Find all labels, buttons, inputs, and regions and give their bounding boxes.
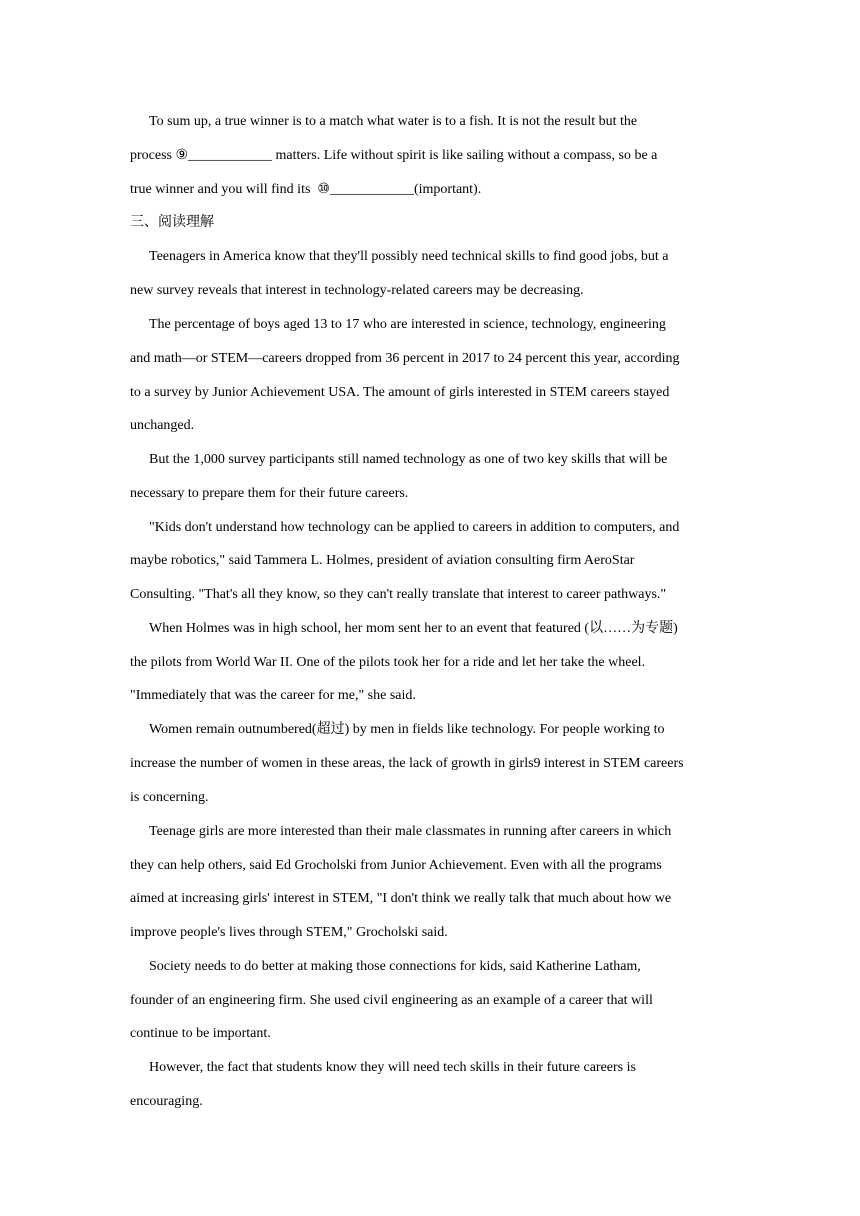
paragraph-line: founder of an engineering firm. She used civil engineering as an example of a career that will: [130, 993, 653, 1008]
paragraph-line: When Holmes was in high school, her mom sent her to an event that featured (以……为专题): [149, 621, 678, 636]
paragraph-line: necessary to prepare them for their future careers.: [130, 486, 409, 501]
paragraph-line: the pilots from World War II. One of the pilots took her for a ride and let her take the wheel.: [130, 655, 646, 670]
paragraph-line: to a survey by Junior Achievement USA. The amount of girls interested in STEM careers stayed: [130, 385, 670, 400]
paragraph-line: is concerning.: [130, 790, 209, 805]
paragraph-line: continue to be important.: [130, 1026, 271, 1041]
paragraph-line: new survey reveals that interest in technology-related careers may be decreasing.: [130, 283, 584, 298]
paragraph-line: Women remain outnumbered(超过) by men in fields like technology. For people working to: [149, 722, 665, 737]
paragraph-line: unchanged.: [130, 418, 195, 433]
paragraph-line: But the 1,000 survey participants still named technology as one of two key skills that will be: [149, 452, 668, 467]
paragraph-line: encouraging.: [130, 1094, 203, 1109]
intro-line-1: To sum up, a true winner is to a match what water is to a fish. It is not the result but the: [149, 114, 638, 129]
paragraph-line: they can help others, said Ed Grocholski from Junior Achievement. Even with all the programs: [130, 858, 662, 873]
paragraph-line: Teenagers in America know that they'll possibly need technical skills to find good jobs, but a: [149, 249, 669, 264]
paragraph-line: "Immediately that was the career for me," she said.: [130, 688, 416, 703]
intro-line-2: process ⑨____________ matters. Life without spirit is like sailing without a compass, so be a: [130, 148, 658, 163]
paragraph-line: "Kids don't understand how technology can be applied to careers in addition to computers, and: [149, 520, 680, 535]
paragraph-line: The percentage of boys aged 13 to 17 who are interested in science, technology, engineering: [149, 317, 666, 332]
intro-line-3: true winner and you will find its ⑩____________(important).: [130, 182, 482, 197]
paragraph-line: aimed at increasing girls' interest in STEM, "I don't think we really talk that much about how we: [130, 891, 672, 906]
paragraph-line: Teenage girls are more interested than their male classmates in running after careers in which: [149, 824, 672, 839]
paragraph-line: Society needs to do better at making those connections for kids, said Katherine Latham,: [149, 959, 641, 974]
paragraph-line: and math—or STEM—careers dropped from 36 percent in 2017 to 24 percent this year, according: [130, 351, 680, 366]
paragraph-line: However, the fact that students know they will need tech skills in their future careers is: [149, 1060, 636, 1075]
section-heading: 三、阅读理解: [130, 215, 214, 230]
paragraph-line: improve people's lives through STEM," Grocholski said.: [130, 925, 448, 940]
paragraph-line: Consulting. "That's all they know, so they can't really translate that interest to career pathways.": [130, 587, 667, 602]
paragraph-line: maybe robotics," said Tammera L. Holmes, president of aviation consulting firm AeroStar: [130, 553, 635, 568]
paragraph-line: increase the number of women in these areas, the lack of growth in girls9 interest in STEM careers: [130, 756, 684, 771]
